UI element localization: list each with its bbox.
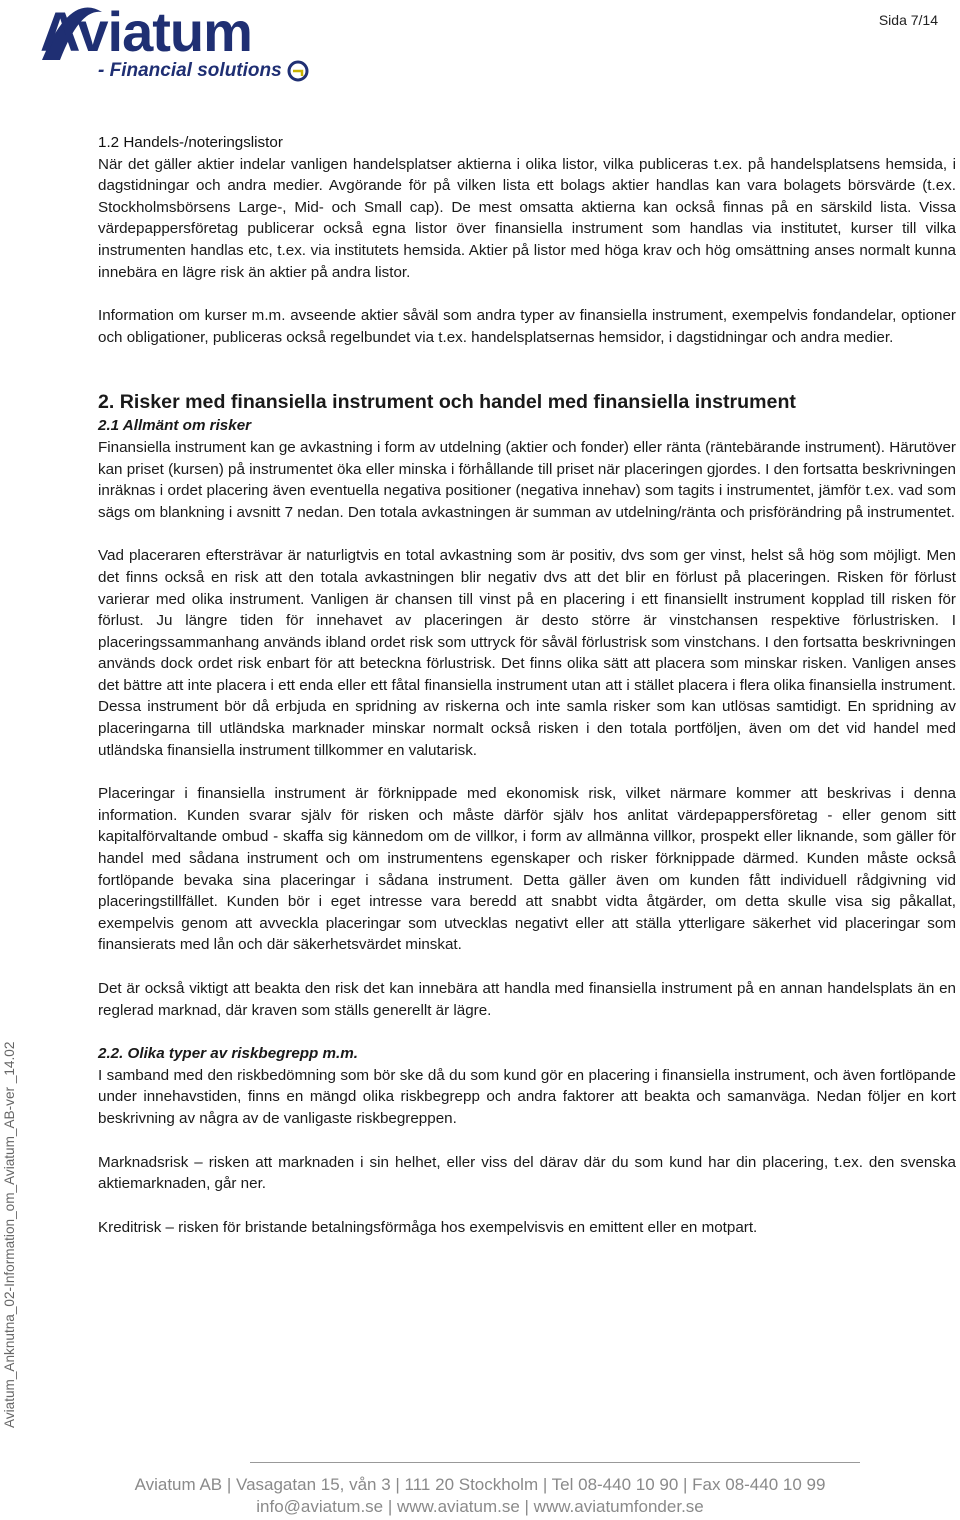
section-2-2-paragraph-3: Kreditrisk – risken för bristande betalningsförmåga hos exempelvisvis en emittent eller en motpart. bbox=[98, 1218, 758, 1236]
page-number: Sida 7/14 bbox=[878, 12, 938, 28]
section-1-2-title: 1.2 Handels-/noteringslistor bbox=[98, 134, 283, 151]
section-2-1-title: 2.1 Allmänt om risker bbox=[98, 417, 252, 435]
logo-wordmark: Aviatum bbox=[40, 0, 252, 63]
section-2-1-paragraph-1: Finansiella instrument kan ge avkastning i form av utdelning (aktier och fonder) eller ränta (räntebärande instrument). Härutöver kan priset (kursen) på instrumentet öka eller minska i förhållande till priset när placeringen gjordes. I den fortsatta beskrivningen inräknas i ordet placering även eventuella negativa positioner (negativa innehav) som tagits i instrumentet, jämför t.ex. vad som sägs om blankning i avsnitt 7 nedan. Den totala avkastningen är summan av utdelning/ränta och prisförändring på instrumentet. bbox=[98, 438, 956, 521]
footer-divider bbox=[250, 1462, 860, 1463]
section-2-title: 2. Risker med finansiella instrument och handel med finansiella instrument bbox=[98, 391, 796, 414]
document-body bbox=[98, 132, 956, 1238]
document-version-label: Aviatum_Anknutna_02-Information_om_Aviatum_AB-ver _14.02 bbox=[2, 1041, 17, 1428]
section-1-2-paragraph-2: Information om kurser m.m. avseende aktier såväl som andra typer av finansiella instrument, exempelvis fondandelar, optioner och obligationer, publiceras också regelbundet via t.ex. handelsplatsernas hemsidor, i dagstidningar och andra medier. bbox=[98, 307, 956, 346]
section-2-2-paragraph-2: Marknadsrisk – risken att marknaden i sin helhet, eller viss del därav där du som kund har din placering, t.ex. den svenska aktiemarknaden, går ner. bbox=[98, 1153, 956, 1193]
section-2-2-paragraph-1: I samband med den riskbedömning som bör ske då du som kund gör en placering i finansiella instrument, och även fortlöpande under innehavstiden, finns en mängd olika riskbegrepp och andra faktorer att beakta och samanväga. Nedan följer en kort beskrivning av några av de vanligaste riskbegreppen. bbox=[98, 1066, 956, 1127]
footer bbox=[0, 1474, 960, 1518]
section-2-1-paragraph-3: Placeringar i finansiella instrument är förknippade med ekonomisk risk, vilket närmare kommer att beskrivas i denna information. Kunden svarar själv för risken och måste därför själv hos anlitat värdepappersföretag - eller genom sitt kapitalförvaltande ombud - skaffa sig kännedom om de villkor, i form av allmänna villkor, prospekt eller liknande, som gäller för handel med sådana instrument och om instrumentens egenskaper och risker förknippade därmed. Kunden måste också fortlöpande bevaka sina placeringar i sådana instrument. Detta gäller även om kunden fått individuell rådgivning vid placeringstillfället. Kunden bör i eget intresse vara beredd att snabbt vidta åtgärder, om detta skulle visa sig påkallat, exempelvis genom att avveckla placeringar som utvecklas negativt eller att ställa ytterligare säkerhet vid placeringar som finansierats med lån och där säkerhetsvärdet minskat. bbox=[98, 785, 956, 954]
section-2-2-title: 2.2. Olika typer av riskbegrepp m.m. bbox=[98, 1045, 358, 1063]
section-2-1-paragraph-2: Vad placeraren eftersträvar är naturligtvis en total avkastning som är positiv, dvs som ger vinst, helst så hög som möjligt. Men det finns också en risk att den totala avkastningen blir negativ dvs att det blir en förlust på placeringen. Risken för förlust varierar med olika instrument. Vanligen är chansen till vinst på en placering i ett finansiellt instrument kopplad till risken för förlust. Ju längre tiden för innehavet av placeringen är desto större är vinstchansen respektive förlustrisken. I placeringssammanhang används ibland ordet risk som uttryck för såväl förlustrisk som vinstchans. I den fortsatta beskrivningen används dock ordet risk enbart för att beteckna förlustrisk. Det finns olika sätt att placera som minskar risken. Vanligen anses det bättre att inte placera i ett enda eller ett fåtal finansiella instrument utan att i stället placera i flera olika finansiella instrument. Dessa instrument bör då erbjuda en spridning av riskerna och inte samla risker som kan utlösas samtidigt. En spridning av placeringarna till utländska marknader minskar normalt också risken i den totala portföljen, även om det vid handel med utländska finansiella instrument tillkommer en valutarisk. bbox=[98, 547, 956, 759]
section-2-1-paragraph-4: Det är också viktigt att beakta den risk det kan innebära att handla med finansiella instrument på en annan handelsplats än en reglerad marknad, där kraven som ställs generellt är lägre. bbox=[98, 980, 956, 1019]
footer-address: Aviatum AB | Vasagatan 15, vån 3 | 111 20 Stockholm | Tel 08-440 10 90 | Fax 08-440 10 99 bbox=[134, 1475, 826, 1494]
aviatum-logo bbox=[40, 2, 330, 86]
section-1-2-paragraph-1: När det gäller aktier indelar vanligen handelsplatser aktierna i olika listor, vilka publiceras t.ex. på handelsplatsens hemsida, i dagstidningar och andra medier. Avgörande för på vilken lista ett bolags aktier handlas kan vara bolagets börsvärde (t.ex. Stockholmsbörsens Large-, Mid- och Small cap). De mest omsatta aktierna kan också finnas på en särskild lista. Vissa värdepappersföretag publicerar också egna listor över finansiella instrument som handlas via institutet, kurser till vilka instrumenten handlas etc, t.ex. via institutets hemsida. Aktier på listor med höga krav och hög omsättning anses normalt kunna innebära en lägre risk än aktier på andra listor. bbox=[98, 155, 956, 281]
logo-tagline: - Financial solutions bbox=[98, 60, 282, 81]
footer-contact: info@aviatum.se | www.aviatum.se | www.aviatumfonder.se bbox=[256, 1497, 704, 1516]
